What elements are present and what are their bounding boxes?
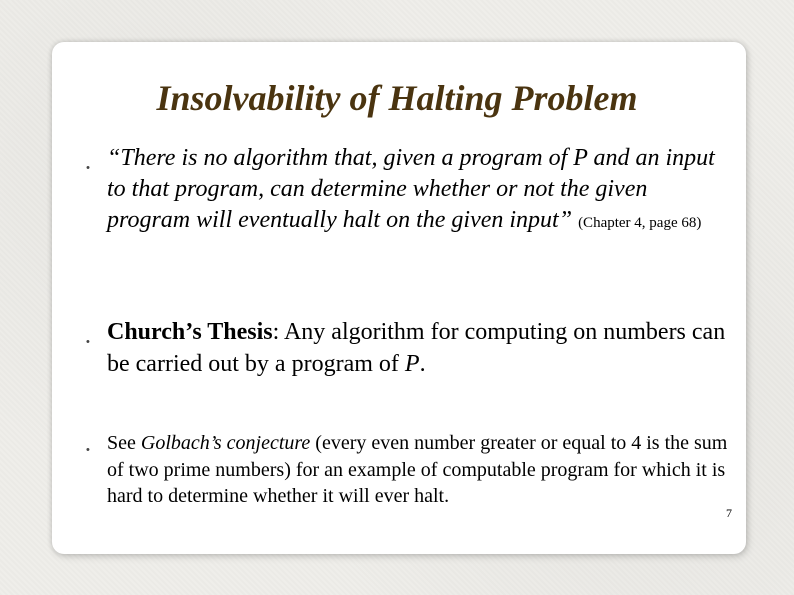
churchs-thesis-text: : Any algorithm for computing on numbers can be carried out by a program of [107, 319, 726, 377]
program-p-symbol: P [404, 351, 420, 377]
churchs-thesis-period: . [419, 351, 426, 377]
slide-title: Insolvability of Halting Problem [156, 78, 638, 118]
churchs-thesis-term: Church’s Thesis [107, 319, 273, 345]
golbach-conjecture-term: Golbach’s conjecture [140, 432, 311, 454]
bullet-dot-icon: • [86, 444, 90, 456]
bullet-dot-icon: • [86, 336, 90, 348]
chapter-reference: (Chapter 4, page 68) [578, 215, 702, 231]
golbach-text: (every even number greater or equal to 4 is the sum of two prime numbers) for an example of computable program for which it is hard to determine whether it will ever halt. [107, 432, 728, 507]
bullet-dot-icon: • [86, 162, 90, 174]
halting-quote-text: “There is no algorithm that, given a program of P and an input to that program, can determine whether or not the given program will eventually halt on the given input” [107, 145, 715, 233]
bullet-churchs-thesis [86, 316, 735, 380]
bullet-golbach-conjecture [86, 430, 732, 510]
golbach-prefix: See [107, 432, 141, 454]
bullet-halting-quote [86, 143, 735, 239]
page-number: 7 [726, 506, 732, 520]
